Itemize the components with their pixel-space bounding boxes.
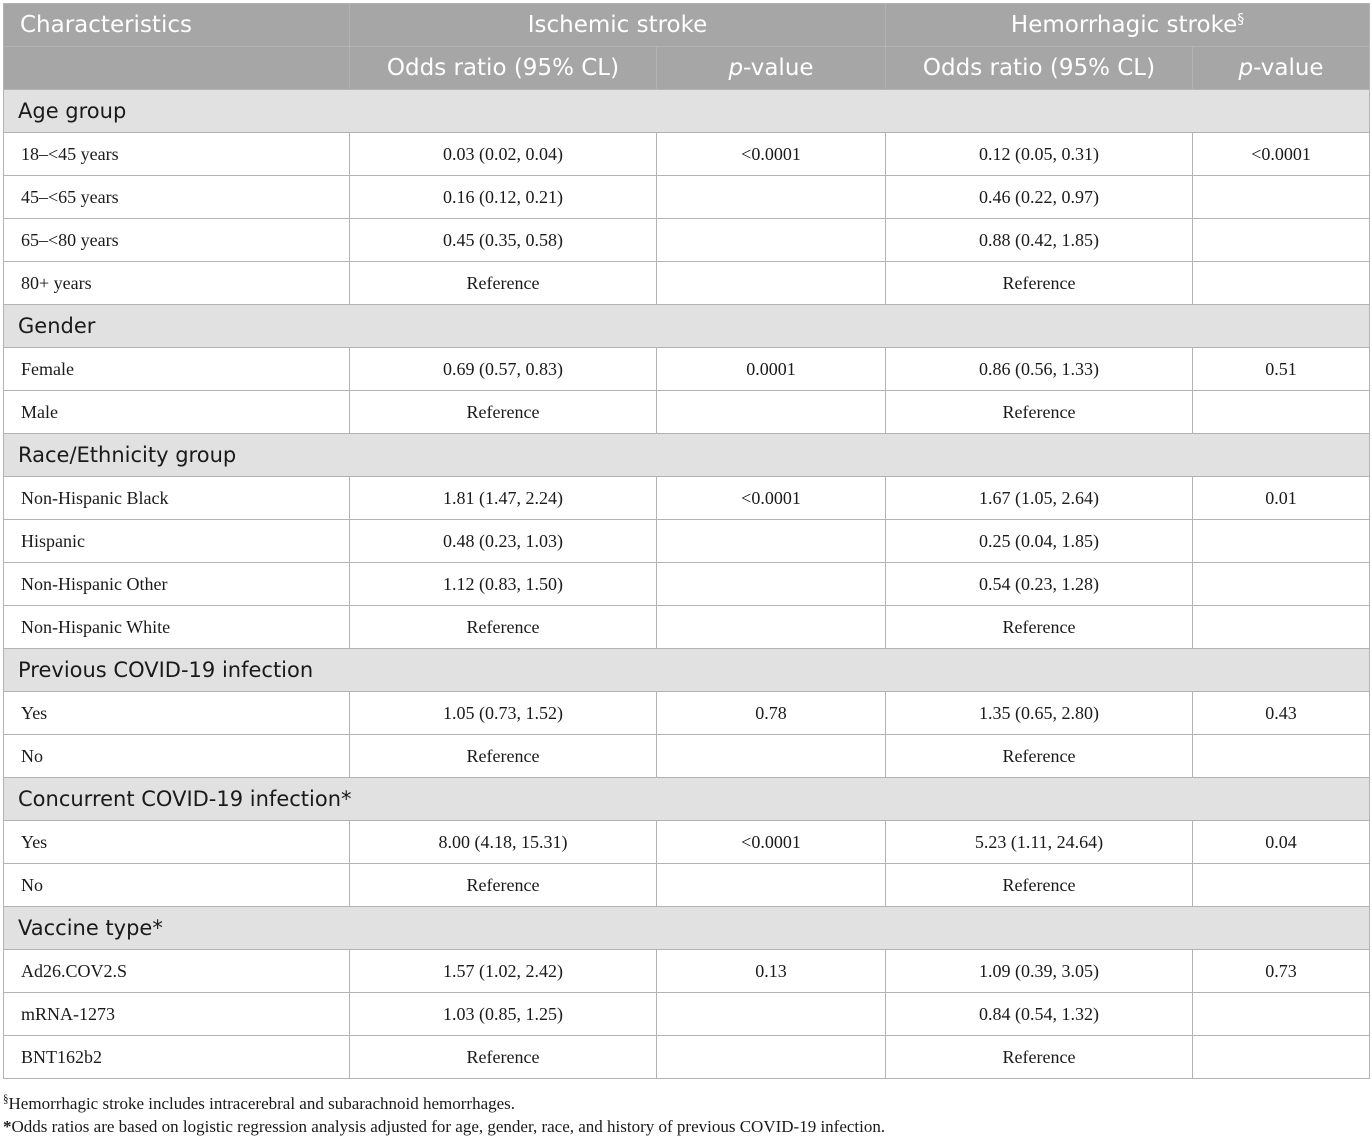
ischemic-odds-ratio: Reference (350, 864, 657, 907)
ischemic-odds-ratio: 1.05 (0.73, 1.52) (350, 692, 657, 735)
hemorrhagic-p-value (1193, 606, 1370, 649)
row-label: mRNA-1273 (4, 993, 350, 1036)
odds-ratio-table (3, 3, 1370, 1079)
hemorrhagic-p-value (1193, 176, 1370, 219)
ischemic-odds-ratio: 1.12 (0.83, 1.50) (350, 563, 657, 606)
ischemic-p-value (657, 219, 886, 262)
hemorrhagic-odds-ratio: 0.25 (0.04, 1.85) (886, 520, 1193, 563)
ischemic-odds-ratio: Reference (350, 262, 657, 305)
section-mark: § (1237, 11, 1245, 28)
hemorrhagic-odds-ratio: Reference (886, 262, 1193, 305)
hemorrhagic-p-value (1193, 520, 1370, 563)
row-label: Yes (4, 821, 350, 864)
group-row (4, 907, 1370, 950)
hemorrhagic-odds-ratio: 5.23 (1.11, 24.64) (886, 821, 1193, 864)
hemorrhagic-p-value (1193, 864, 1370, 907)
group-row (4, 90, 1370, 133)
footnote-section (3, 1092, 1369, 1115)
hemorrhagic-odds-ratio: 0.88 (0.42, 1.85) (886, 219, 1193, 262)
ischemic-odds-ratio: 0.16 (0.12, 0.21) (350, 176, 657, 219)
table-body (4, 90, 1370, 1079)
hemorrhagic-p-value (1193, 993, 1370, 1036)
row-label: Female (4, 348, 350, 391)
table-row (4, 821, 1370, 864)
row-label: Hispanic (4, 520, 350, 563)
hemorrhagic-p-value: 0.01 (1193, 477, 1370, 520)
ischemic-p-value (657, 1036, 886, 1079)
table-header (4, 4, 1370, 90)
header-ischemic-stroke: Ischemic stroke (350, 4, 886, 47)
row-label: BNT162b2 (4, 1036, 350, 1079)
ischemic-odds-ratio: Reference (350, 391, 657, 434)
group-title: Age group (4, 90, 1370, 133)
group-row (4, 305, 1370, 348)
hemorrhagic-p-value (1193, 735, 1370, 778)
table-row (4, 219, 1370, 262)
ischemic-p-value (657, 176, 886, 219)
hemorrhagic-p-value: 0.04 (1193, 821, 1370, 864)
header-row-1 (4, 4, 1370, 47)
hemorrhagic-odds-ratio: Reference (886, 606, 1193, 649)
header-characteristics: Characteristics (4, 4, 350, 47)
header-ischemic-or: Odds ratio (95% CL) (350, 47, 657, 90)
row-label: Yes (4, 692, 350, 735)
ischemic-p-value: 0.0001 (657, 348, 886, 391)
hemorrhagic-odds-ratio: 0.86 (0.56, 1.33) (886, 348, 1193, 391)
header-ischemic-p (657, 47, 886, 90)
hemorrhagic-p-value: 0.51 (1193, 348, 1370, 391)
group-title: Vaccine type* (4, 907, 1370, 950)
ischemic-odds-ratio: 1.57 (1.02, 2.42) (350, 950, 657, 993)
hemorrhagic-odds-ratio: 0.84 (0.54, 1.32) (886, 993, 1193, 1036)
ischemic-odds-ratio: 1.03 (0.85, 1.25) (350, 993, 657, 1036)
row-label: 80+ years (4, 262, 350, 305)
ischemic-p-value (657, 735, 886, 778)
row-label: 65–<80 years (4, 219, 350, 262)
ischemic-odds-ratio: 0.48 (0.23, 1.03) (350, 520, 657, 563)
footnote-mark: * (3, 1117, 12, 1136)
hemorrhagic-p-value (1193, 563, 1370, 606)
table-row (4, 391, 1370, 434)
header-hemorrhagic-or: Odds ratio (95% CL) (886, 47, 1193, 90)
group-row (4, 778, 1370, 821)
table-row (4, 692, 1370, 735)
table-row (4, 864, 1370, 907)
hemorrhagic-odds-ratio: 0.46 (0.22, 0.97) (886, 176, 1193, 219)
ischemic-p-value (657, 993, 886, 1036)
hemorrhagic-p-value: 0.43 (1193, 692, 1370, 735)
group-title: Previous COVID-19 infection (4, 649, 1370, 692)
hemorrhagic-p-value (1193, 262, 1370, 305)
hemorrhagic-p-value: 0.73 (1193, 950, 1370, 993)
ischemic-odds-ratio: Reference (350, 1036, 657, 1079)
p-italic: p (728, 55, 744, 81)
row-label: Ad26.COV2.S (4, 950, 350, 993)
table-row (4, 563, 1370, 606)
table-row (4, 1036, 1370, 1079)
ischemic-odds-ratio: Reference (350, 606, 657, 649)
group-row (4, 649, 1370, 692)
p-suffix: -value (1253, 55, 1324, 81)
ischemic-odds-ratio: 8.00 (4.18, 15.31) (350, 821, 657, 864)
group-title: Race/Ethnicity group (4, 434, 1370, 477)
ischemic-p-value (657, 606, 886, 649)
p-italic: p (1238, 55, 1254, 81)
header-blank (4, 47, 350, 90)
hemorrhagic-odds-ratio: Reference (886, 864, 1193, 907)
header-row-2 (4, 47, 1370, 90)
table-row (4, 477, 1370, 520)
ischemic-p-value (657, 864, 886, 907)
row-label: Non-Hispanic Other (4, 563, 350, 606)
footnotes (3, 1092, 1369, 1138)
ischemic-p-value: <0.0001 (657, 477, 886, 520)
ischemic-p-value (657, 262, 886, 305)
hemorrhagic-p-value: <0.0001 (1193, 133, 1370, 176)
table-row (4, 262, 1370, 305)
footnote-text: Odds ratios are based on logistic regression analysis adjusted for age, gender, race, and history of previous COVID-19 infection. (11, 1117, 886, 1136)
table-row (4, 348, 1370, 391)
ischemic-p-value (657, 391, 886, 434)
hemorrhagic-odds-ratio: 0.54 (0.23, 1.28) (886, 563, 1193, 606)
ischemic-p-value: <0.0001 (657, 133, 886, 176)
hemorrhagic-odds-ratio: Reference (886, 391, 1193, 434)
hemorrhagic-odds-ratio: 1.35 (0.65, 2.80) (886, 692, 1193, 735)
ischemic-p-value: <0.0001 (657, 821, 886, 864)
hemorrhagic-p-value (1193, 219, 1370, 262)
table-row (4, 133, 1370, 176)
ischemic-p-value: 0.13 (657, 950, 886, 993)
row-label: 18–<45 years (4, 133, 350, 176)
row-label: No (4, 735, 350, 778)
table-row (4, 993, 1370, 1036)
ischemic-p-value (657, 520, 886, 563)
ischemic-p-value (657, 563, 886, 606)
table-row (4, 950, 1370, 993)
ischemic-p-value: 0.78 (657, 692, 886, 735)
ischemic-odds-ratio: 1.81 (1.47, 2.24) (350, 477, 657, 520)
group-title: Concurrent COVID-19 infection* (4, 778, 1370, 821)
ischemic-odds-ratio: 0.69 (0.57, 0.83) (350, 348, 657, 391)
hemorrhagic-odds-ratio: 1.67 (1.05, 2.64) (886, 477, 1193, 520)
hemorrhagic-odds-ratio: 0.12 (0.05, 0.31) (886, 133, 1193, 176)
table-row (4, 520, 1370, 563)
hemorrhagic-p-value (1193, 1036, 1370, 1079)
header-hemorrhagic-stroke (886, 4, 1370, 47)
hemorrhagic-odds-ratio: 1.09 (0.39, 3.05) (886, 950, 1193, 993)
table-row (4, 606, 1370, 649)
row-label: Non-Hispanic White (4, 606, 350, 649)
footnote-text: Hemorrhagic stroke includes intracerebral and subarachnoid hemorrhages. (8, 1094, 516, 1113)
ischemic-odds-ratio: Reference (350, 735, 657, 778)
footnote-asterisk (3, 1115, 1369, 1138)
row-label: 45–<65 years (4, 176, 350, 219)
row-label: No (4, 864, 350, 907)
row-label: Male (4, 391, 350, 434)
row-label: Non-Hispanic Black (4, 477, 350, 520)
group-row (4, 434, 1370, 477)
header-hemorrhagic-label: Hemorrhagic stroke (1010, 12, 1238, 38)
hemorrhagic-odds-ratio: Reference (886, 1036, 1193, 1079)
ischemic-odds-ratio: 0.03 (0.02, 0.04) (350, 133, 657, 176)
header-hemorrhagic-p (1193, 47, 1370, 90)
table-row (4, 176, 1370, 219)
table-row (4, 735, 1370, 778)
footnote-mark: § (3, 1093, 9, 1106)
p-suffix: -value (743, 55, 814, 81)
ischemic-odds-ratio: 0.45 (0.35, 0.58) (350, 219, 657, 262)
group-title: Gender (4, 305, 1370, 348)
hemorrhagic-p-value (1193, 391, 1370, 434)
hemorrhagic-odds-ratio: Reference (886, 735, 1193, 778)
